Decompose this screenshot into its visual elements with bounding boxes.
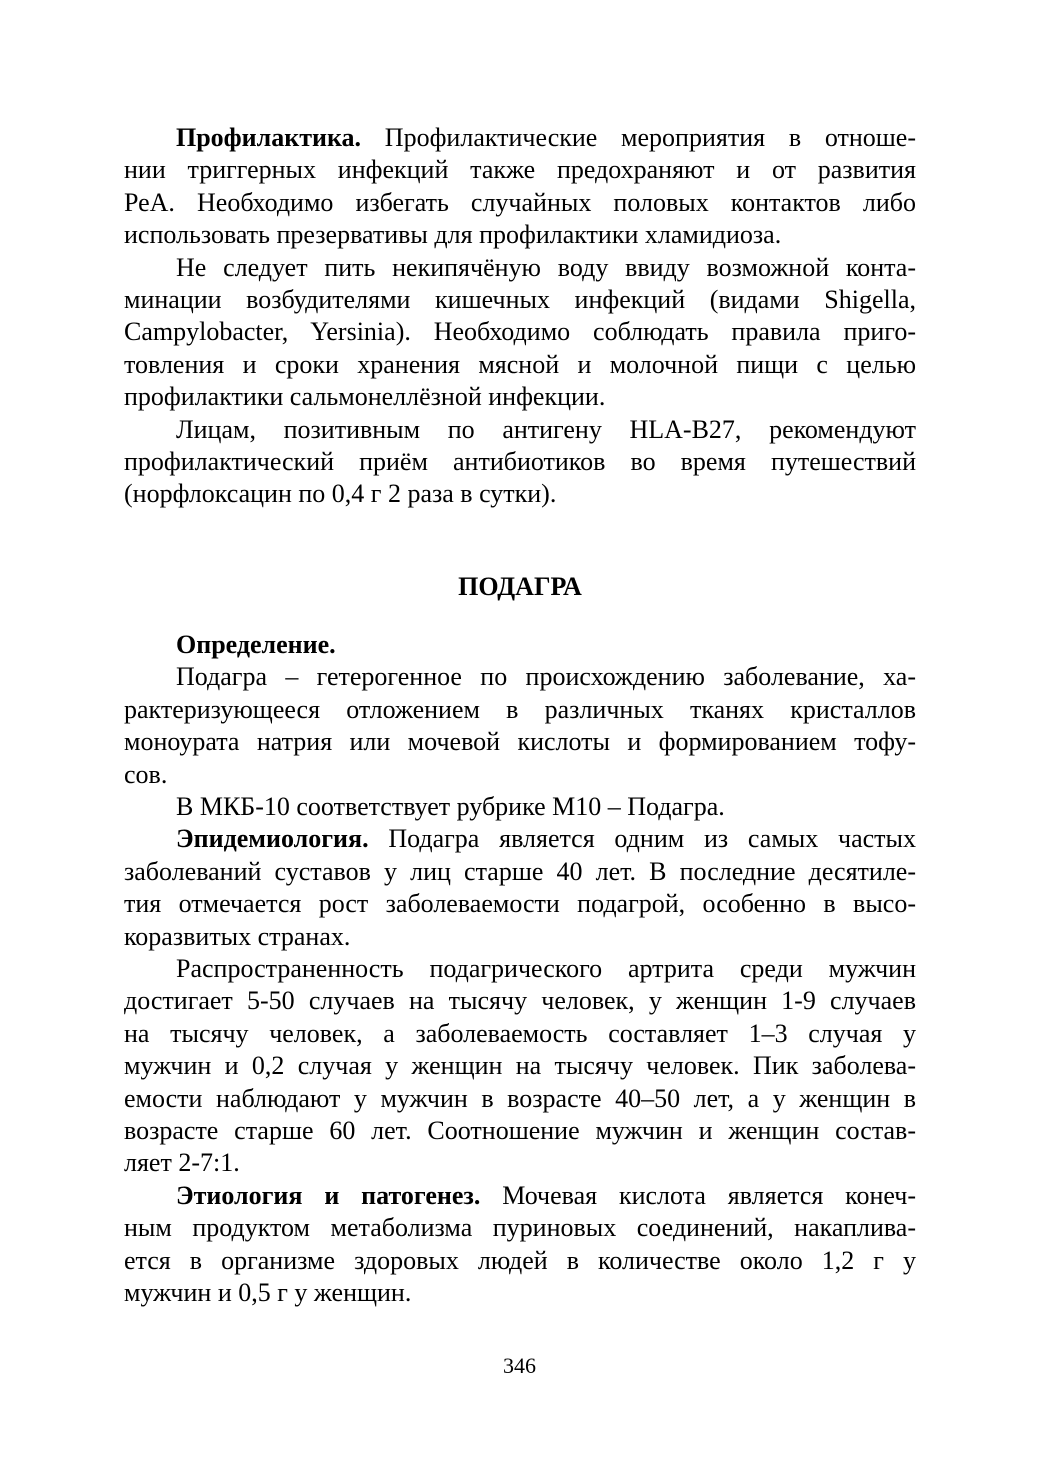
prophylaxis-block xyxy=(124,122,916,511)
page-number: 346 xyxy=(503,1353,536,1378)
epidemiology-line-4: коразвитых странах. xyxy=(124,921,351,951)
definition-line-2: рактеризующееся отложением в различных тканях кристаллов xyxy=(124,694,916,724)
prophylaxis-line-5: Не следует пить некипячёную воду ввиду возможной конта- xyxy=(176,252,916,282)
epidemiology-heading: Эпидемиология. xyxy=(176,824,369,854)
prophylaxis-line-1: Профилактика. Профилактические мероприятия в отноше- xyxy=(176,123,916,152)
definition-heading: Определение. xyxy=(176,630,336,660)
prophylaxis-line-9: профилактики сальмонеллёзной инфекции. xyxy=(124,382,606,412)
prophylaxis-line-3: РеА. Необходимо избегать случайных половых контактов либо xyxy=(124,187,916,217)
etiology-line-2: ным продуктом метаболизма пуриновых соединений, накаплива- xyxy=(124,1213,916,1243)
epidemiology-line-7: на тысячу человек, а заболеваемость составляет 1–3 случая у xyxy=(124,1018,916,1048)
epidemiology-line-9: емости наблюдают у мужчин в возрасте 40–50 лет, а у женщин в xyxy=(124,1083,916,1113)
definition-line-3: моноурата натрия или мочевой кислоты и формированием тофу- xyxy=(124,727,916,757)
epidemiology-line-11: ляет 2-7:1. xyxy=(124,1148,240,1178)
epidemiology-line-2: заболеваний суставов у лиц старше 40 лет. В последние десятиле- xyxy=(124,856,916,886)
etiology-line-3: ется в организме здоровых людей в количестве около 1,2 г у xyxy=(124,1245,916,1275)
prophylaxis-line-2: нии триггерных инфекций также предохраняют и от развития xyxy=(124,155,916,185)
etiology-line-4: мужчин и 0,5 г у женщин. xyxy=(124,1277,412,1307)
prophylaxis-line-4: использовать презервативы для профилактики хламидиоза. xyxy=(124,220,782,250)
epidemiology-line-8: мужчин и 0,2 случая у женщин на тысячу человек. Пик заболева- xyxy=(124,1051,916,1081)
epidemiology-line-6: достигает 5-50 случаев на тысячу человек, у женщин 1-9 случаев xyxy=(124,986,916,1016)
epidemiology-block xyxy=(124,823,916,1179)
prophylaxis-line-10: Лицам, позитивным по антигену HLA-B27, рекомендуют xyxy=(176,414,916,444)
etiology-block xyxy=(124,1180,916,1310)
definition-block xyxy=(124,629,916,823)
definition-line-1: Подагра – гетерогенное по происхождению заболевание, ха- xyxy=(176,662,916,692)
prophylaxis-line-12: (норфлоксацин по 0,4 г 2 раза в сутки). xyxy=(124,479,557,509)
prophylaxis-line-8: товления и сроки хранения мясной и молочной пищи с целью xyxy=(124,349,916,379)
prophylaxis-heading: Профилактика. xyxy=(176,123,362,152)
epidemiology-line-5: Распространенность подагрического артрита среди мужчин xyxy=(176,953,916,983)
prophylaxis-line-7: Campylobacter, Yersinia). Необходимо соблюдать правила приго- xyxy=(124,317,916,347)
prophylaxis-line-11: профилактический приём антибиотиков во время путешествий xyxy=(124,446,916,476)
etiology-line-1: Этиология и патогенез. Мочевая кислота является конеч- xyxy=(176,1180,916,1210)
page-body xyxy=(124,122,916,1309)
definition-line-5: В МКБ-10 соответствует рубрике М10 – Подагра. xyxy=(176,792,725,822)
epidemiology-line-3: тия отмечается рост заболеваемости подагрой, особенно в высо- xyxy=(124,889,916,919)
etiology-heading: Этиология и патогенез. xyxy=(176,1180,481,1210)
definition-line-4: сов. xyxy=(124,759,168,789)
epidemiology-line-10: возрасте старше 60 лет. Соотношение мужчин и женщин состав- xyxy=(124,1115,916,1145)
prophylaxis-line-6: минации возбудителями кишечных инфекций (видами Shigella, xyxy=(124,284,916,314)
epidemiology-line-1: Эпидемиология. Подагра является одним из самых частых xyxy=(176,824,916,854)
section-title: ПОДАГРА xyxy=(458,571,582,601)
